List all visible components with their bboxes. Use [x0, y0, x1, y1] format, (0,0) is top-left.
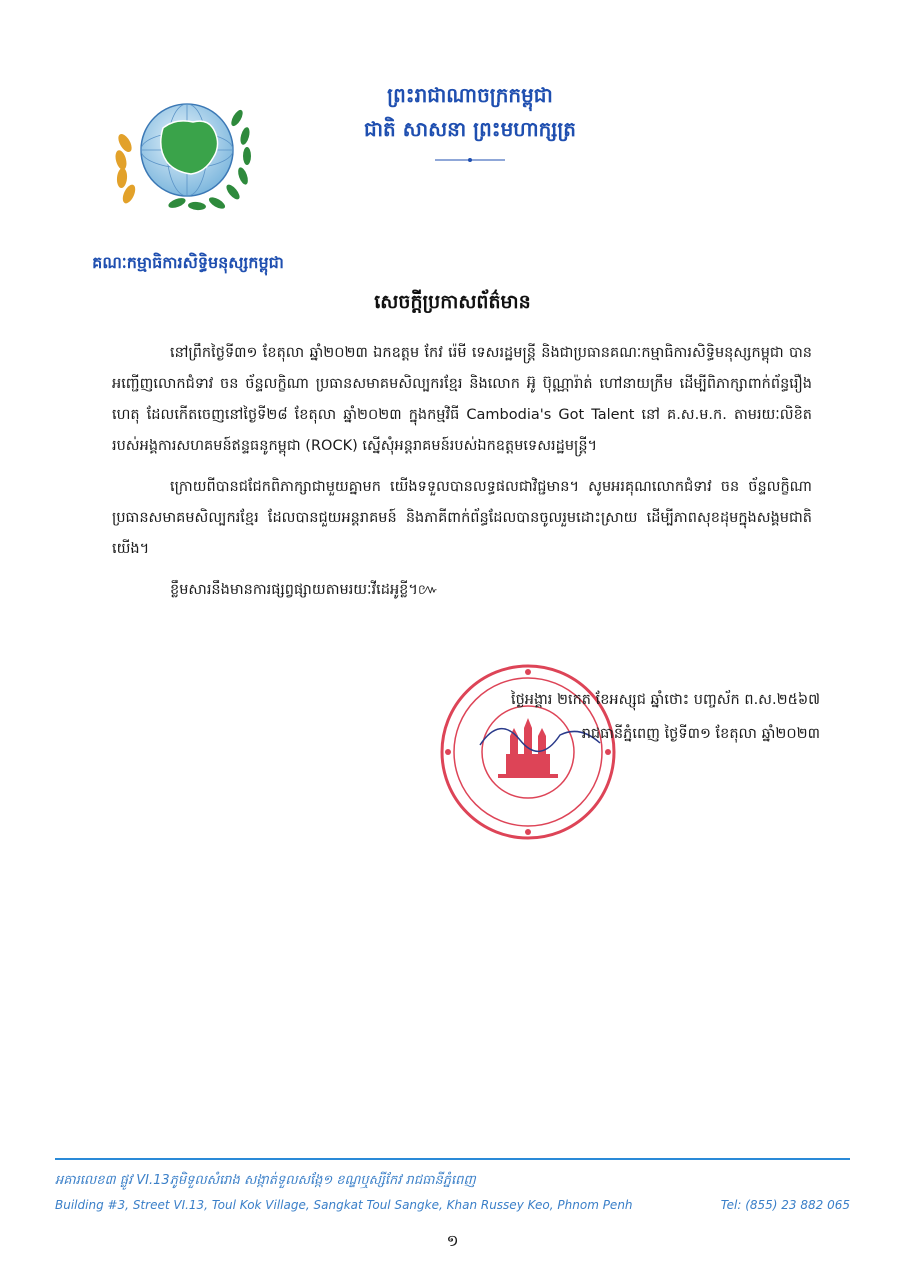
paragraph-2: ក្រោយពីបានជជែកពិភាក្សាជាមួយគ្នាមក យើងទទួលបានលទ្ធផលជាវិជ្ជមាន។ សូមអរគុណលោកជំទាវ ចន ច័ន្ទលក្ខិណា ប្រធានសមាគមសិល្បករខ្មែរ ដែលបានជួយអន្តរាគមន៍ និងភាគីពាក់ព័ន្ធដែលបានចូលរួមដោះស្រាយ ដើម្បីភាពសុខដុមក្នុងសង្គមជាតិយើង។ [112, 479, 812, 557]
kingdom-line-2: ជាតិ សាសនា ព្រះមហាក្សត្រ [364, 117, 576, 141]
kingdom-motto [320, 78, 620, 168]
paragraph-1: នៅព្រឹកថ្ងៃទី៣១ ខែតុលា ឆ្នាំ២០២៣ ឯកឧត្ដម កែវ រ៉េមី ទេសរដ្ឋមន្ត្រី និងជាប្រធានគណៈកម្មាធិការសិទ្ធិមនុស្សកម្ពុជា បានអញ្ជើញលោកជំទាវ ចន ច័ន្ទលក្ខិណា ប្រធានសមាគមសិល្បករខ្មែរ និងលោក អ៊ូ ប៊ុណ្ណារ៉ាត់ ហៅនាយក្រឹម ដើម្បីពិភាក្សាពាក់ព័ន្ធរឿងហេតុ ដែលកើតចេញនៅថ្ងៃទី២៨ ខែតុលា ឆ្នាំ២០២៣ ក្នុងកម្មវិធី Cambodia's Got Talent នៅ គ.ស.ម.ក. តាមរយៈលិខិតរបស់អង្គការសហគមន៍ឥន្ទធនូកម្ពុជា (ROCK) ស្នើសុំអន្តរាគមន៍របស់ឯកឧត្ដមទេសរដ្ឋមន្ត្រី។ [112, 345, 812, 454]
footer-divider [55, 1158, 850, 1160]
footer-address-khmer: អគារលេខ៣ ផ្លូវ VI.13ភូមិទួលសំរោង សង្កាត់ទួលសង្កែ១ ខណ្ឌឬស្សីកែវ រាជធានីភ្នំពេញ [55, 1173, 476, 1188]
ornament-divider-icon [435, 156, 505, 164]
organization-logo-icon [105, 88, 275, 233]
kingdom-line-1: ព្រះរាជាណាចក្រកម្ពុជា [387, 83, 553, 107]
paragraph-3: ខ្លឹមសារនឹងមានការផ្សព្វផ្សាយតាមរយៈវីដេអូខ្លី។៚ [170, 582, 439, 598]
lunar-date: ថ្ងៃអង្គារ ២កេត ខែអស្សុជ ឆ្នាំថោះ បញ្ចស័ក ព.ស.២៥៦៧ [510, 692, 820, 708]
date-block [380, 683, 820, 751]
footer-address-english: Building #3, Street VI.13, Toul Kok Village, Sangkat Toul Sangke, Khan Russey Keo, Phnom Penh [55, 1198, 633, 1212]
document-title: សេចក្ដីប្រកាសព័ត៌មាន [374, 291, 531, 313]
footer-telephone: Tel: (855) 23 882 065 [720, 1198, 850, 1212]
page-number: ១ [446, 1231, 459, 1250]
organization-name: គណៈកម្មាធិការសិទ្ធិមនុស្សកម្ពុជា [92, 253, 284, 272]
document-body [112, 338, 812, 616]
solar-date: រាជធានីភ្នំពេញ ថ្ងៃទី៣១ ខែតុលា ឆ្នាំ២០២៣ [581, 726, 820, 742]
